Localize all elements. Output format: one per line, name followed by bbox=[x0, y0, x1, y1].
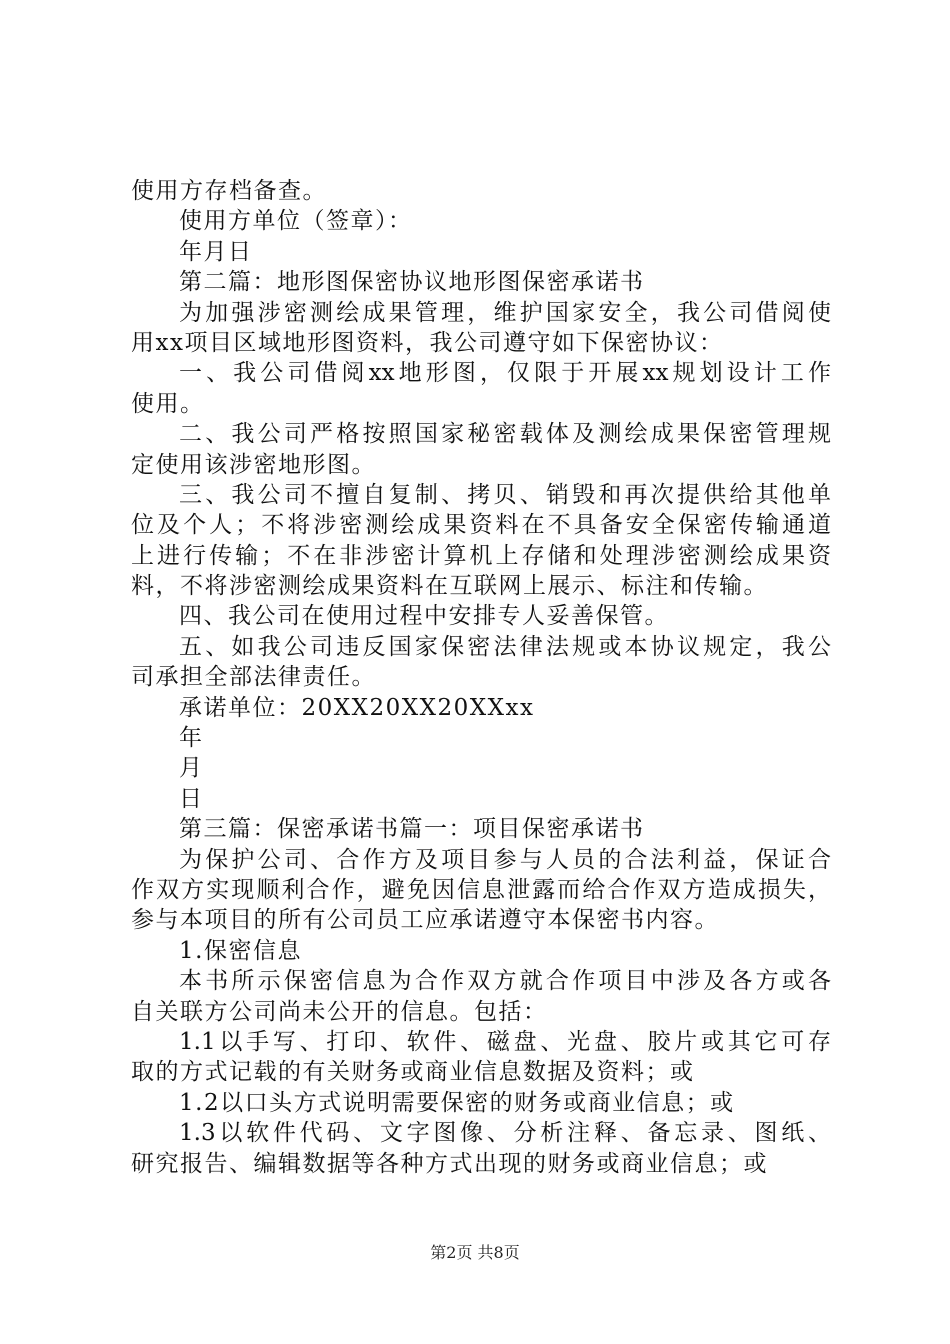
date-day-line: 日 bbox=[179, 785, 204, 812]
date-month-line: 月 bbox=[179, 755, 204, 782]
text-line: 五、如我公司违反国家保密法律法规或本协议规定，我公 bbox=[179, 633, 831, 660]
text-line: 料，不将涉密测绘成果资料在互联网上展示、标注和传输。 bbox=[131, 573, 768, 600]
text-line: 年月日 bbox=[179, 238, 253, 265]
text-line: 定使用该涉密地形图。 bbox=[131, 451, 376, 478]
text-line: 用xx项目区域地形图资料，我公司遵守如下保密协议： bbox=[131, 329, 724, 356]
text-line: 取的方式记载的有关财务或商业信息数据及资料；或 bbox=[131, 1059, 695, 1086]
text-line: 二、我公司严格按照国家秘密载体及测绘成果保密管理规 bbox=[179, 421, 831, 448]
document-body bbox=[131, 176, 831, 1179]
text-line: 一、我公司借阅xx地形图，仅限于开展xx规划设计工作 bbox=[179, 360, 831, 387]
section-heading: 第二篇：地形图保密协议地形图保密承诺书 bbox=[179, 269, 645, 296]
section-heading: 第三篇：保密承诺书篇一：项目保密承诺书 bbox=[179, 816, 645, 843]
subsection-heading: 1.保密信息 bbox=[179, 937, 302, 964]
text-line: 为保护公司、合作方及项目参与人员的合法利益，保证合 bbox=[179, 846, 831, 873]
text-line: 三、我公司不擅自复制、拷贝、销毁和再次提供给其他单 bbox=[179, 481, 831, 508]
text-line: 本书所示保密信息为合作双方就合作项目中涉及各方或各 bbox=[179, 968, 831, 995]
text-line: 自关联方公司尚未公开的信息。包括： bbox=[131, 998, 548, 1025]
text-line: 作双方实现顺利合作，避免因信息泄露而给合作双方造成损失， bbox=[131, 876, 831, 903]
text-line: 使用方单位（签章）： bbox=[179, 208, 413, 235]
text-line: 四、我公司在使用过程中安排专人妥善保管。 bbox=[179, 603, 669, 630]
text-line: 1.3以软件代码、文字图像、分析注释、备忘录、图纸、 bbox=[179, 1120, 831, 1147]
text-line: 使用。 bbox=[131, 390, 205, 417]
page-number-footer: 第2页 共8页 bbox=[430, 1243, 520, 1262]
text-line: 司承担全部法律责任。 bbox=[131, 664, 376, 691]
text-line: 1.2以口头方式说明需要保密的财务或商业信息；或 bbox=[179, 1089, 735, 1116]
text-line: 研究报告、编辑数据等各种方式出现的财务或商业信息；或 bbox=[131, 1150, 768, 1177]
date-year-line: 年 bbox=[179, 725, 204, 752]
text-line: 上进行传输；不在非涉密计算机上存储和处理涉密测绘成果资 bbox=[131, 542, 831, 569]
text-line: 1.1以手写、打印、软件、磁盘、光盘、胶片或其它可存 bbox=[179, 1028, 831, 1055]
text-line: 参与本项目的所有公司员工应承诺遵守本保密书内容。 bbox=[131, 907, 719, 934]
text-line: 使用方存档备查。 bbox=[131, 178, 327, 204]
text-line: 位及个人；不将涉密测绘成果资料在不具备安全保密传输通道 bbox=[131, 512, 831, 539]
signature-unit-line: 承诺单位：20XX20XX20XXxx bbox=[179, 694, 535, 721]
text-line: 为加强涉密测绘成果管理，维护国家安全，我公司借阅使 bbox=[179, 299, 831, 326]
